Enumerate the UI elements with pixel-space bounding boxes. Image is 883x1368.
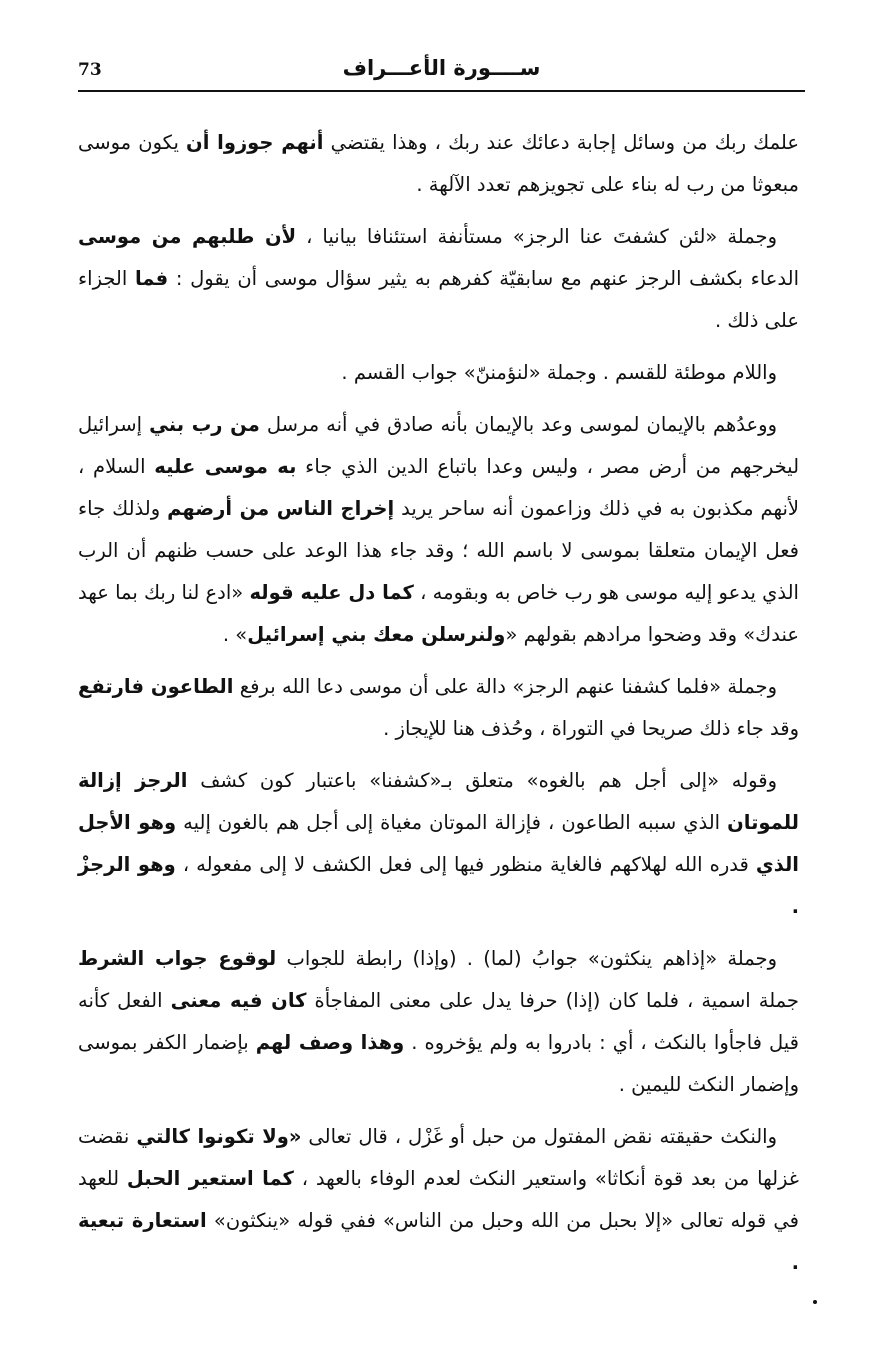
text-run: ولذلك جاء فعل الإيمان متعلقا بموسى لا باسم الله ؛ وقد جاء هذا الوعد على حسب ظنهم أن الرب الذي يدعو إليه موسى هو رب خاص به وبقومه ، <box>78 497 799 604</box>
bold-text-run: كان فيه معنى <box>170 989 307 1012</box>
text-run: يكون موسى مبعوثا من رب له بناء على تجويزهم تعدد الآلهة . <box>78 131 799 196</box>
text-run: وقوله «إلى أجل هم بالغوه» متعلق بـ«كشفنا» باعتبار كون كشف <box>187 769 777 792</box>
bold-text-run: الرجز إزالة للموتان <box>78 769 799 834</box>
text-run: الجزاء على ذلك . <box>78 267 799 332</box>
bold-text-run: من رب بني <box>149 413 260 436</box>
bold-text-run: كما استعير الحبل <box>126 1167 294 1190</box>
paragraph <box>78 216 799 342</box>
bold-text-run: وهذا وصف لهم <box>255 1031 405 1054</box>
bold-text-run: فما <box>134 267 169 290</box>
bold-text-run: الطاعون فارتفع <box>78 675 234 698</box>
text-run: «ادع لنا ربك بما عهد عندك» وقد وضحوا مرادهم بقولهم « <box>78 581 799 646</box>
bold-text-run: لوقوع جواب الشرط <box>78 947 277 970</box>
text-run: وجملة «إذاهم ينكثون» جوابُ (لما) . (وإذا) رابطة للجواب <box>276 947 777 970</box>
bold-text-run: وهو الأجل الذي <box>78 811 799 876</box>
text-run: بإضمار الكفر بموسى وإضمار النكث لليمين . <box>78 1031 799 1096</box>
text-run: قدره الله لهلاكهم فالغاية منظور فيها إلى فعل الكشف لا إلى مفعوله ، <box>175 853 756 876</box>
page-body <box>78 122 799 1294</box>
bold-text-run: وهو الرجزْ . <box>78 853 799 918</box>
bold-text-run: ولنرسلن معك بني إسرائيل <box>247 623 506 646</box>
text-run: وجملة «فلما كشفنا عنهم الرجز» دالة على أن موسى دعا الله برفع <box>233 675 777 698</box>
text-run: الدعاء بكشف الرجز عنهم مع سابقيّة كفرهم به يثير سؤال موسى أن يقول : <box>168 267 799 290</box>
text-run: السلام ، لأنهم مكذبون به في ذلك وزاعمون أنه ساحر يريد <box>78 455 800 520</box>
paragraph <box>78 938 799 1106</box>
paragraph <box>78 760 799 928</box>
text-run: » . <box>222 623 248 646</box>
paragraph <box>78 122 799 206</box>
text-run: الذي سببه الطاعون ، فإزالة الموتان مغياة إلى أجل هم بالغون إليه <box>176 811 728 834</box>
text-run: الفعل كأنه قيل فاجأوا بالنكث ، أي : بادروا به ولم يؤخروه . <box>78 989 799 1054</box>
bold-text-run: استعارة تبعية . <box>78 1209 799 1274</box>
text-run: نقضت غزلها من بعد قوة أنكاثا» واستعير النكث لعدم الوفاء بالعهد ، <box>78 1125 799 1190</box>
text-run: وقد جاء ذلك صريحا في التوراة ، وحُذف هنا للإيجاز . <box>383 717 799 740</box>
paragraph <box>78 352 799 394</box>
running-title: ســــورة الأعـــراف <box>342 56 541 80</box>
page-header <box>78 56 805 92</box>
text-run: وجملة «لئن كشفتَ عنا الرجز» مستأنفة استئنافا بيانيا ، <box>296 225 777 248</box>
paragraph <box>78 1116 799 1284</box>
bold-text-run: إخراج الناس من أرضهم <box>167 497 395 520</box>
bold-text-run: به موسى عليه <box>154 455 297 478</box>
text-run: والنكث حقيقته نقض المفتول من حبل أو غَزْل ، قال تعالى <box>301 1125 777 1148</box>
paragraph <box>78 404 799 656</box>
stray-dot-mark <box>813 1300 817 1304</box>
bold-text-run: كما دل عليه قوله <box>249 581 414 604</box>
text-run: واللام موطئة للقسم . وجملة «لنؤمننّ» جواب القسم . <box>341 361 777 384</box>
text-run: علمك ربك من وسائل إجابة دعائك عند ربك ، وهذا يقتضي <box>323 131 799 154</box>
bold-text-run: «ولا تكونوا كالتي <box>136 1125 302 1148</box>
text-run: للعهد في قوله تعالى «إلا بحبل من الله وحبل من الناس» ففي قوله «ينكثون» <box>78 1167 799 1232</box>
text-run: إسرائيل ليخرجهم من أرض مصر ، وليس وعدا باتباع الدين الذي جاء <box>78 413 800 478</box>
page-number: 73 <box>78 60 102 80</box>
text-run: ووعدُهم بالإيمان لموسى وعد بالإيمان بأنه صادق في أنه مرسل <box>259 413 777 436</box>
text-run: جملة اسمية ، فلما كان (إذا) حرفا يدل على معنى المفاجأة <box>306 989 799 1012</box>
bold-text-run: أنهم جوزوا أن <box>186 131 324 154</box>
paragraph <box>78 666 799 750</box>
bold-text-run: لأن طلبهم من موسى <box>78 225 297 248</box>
